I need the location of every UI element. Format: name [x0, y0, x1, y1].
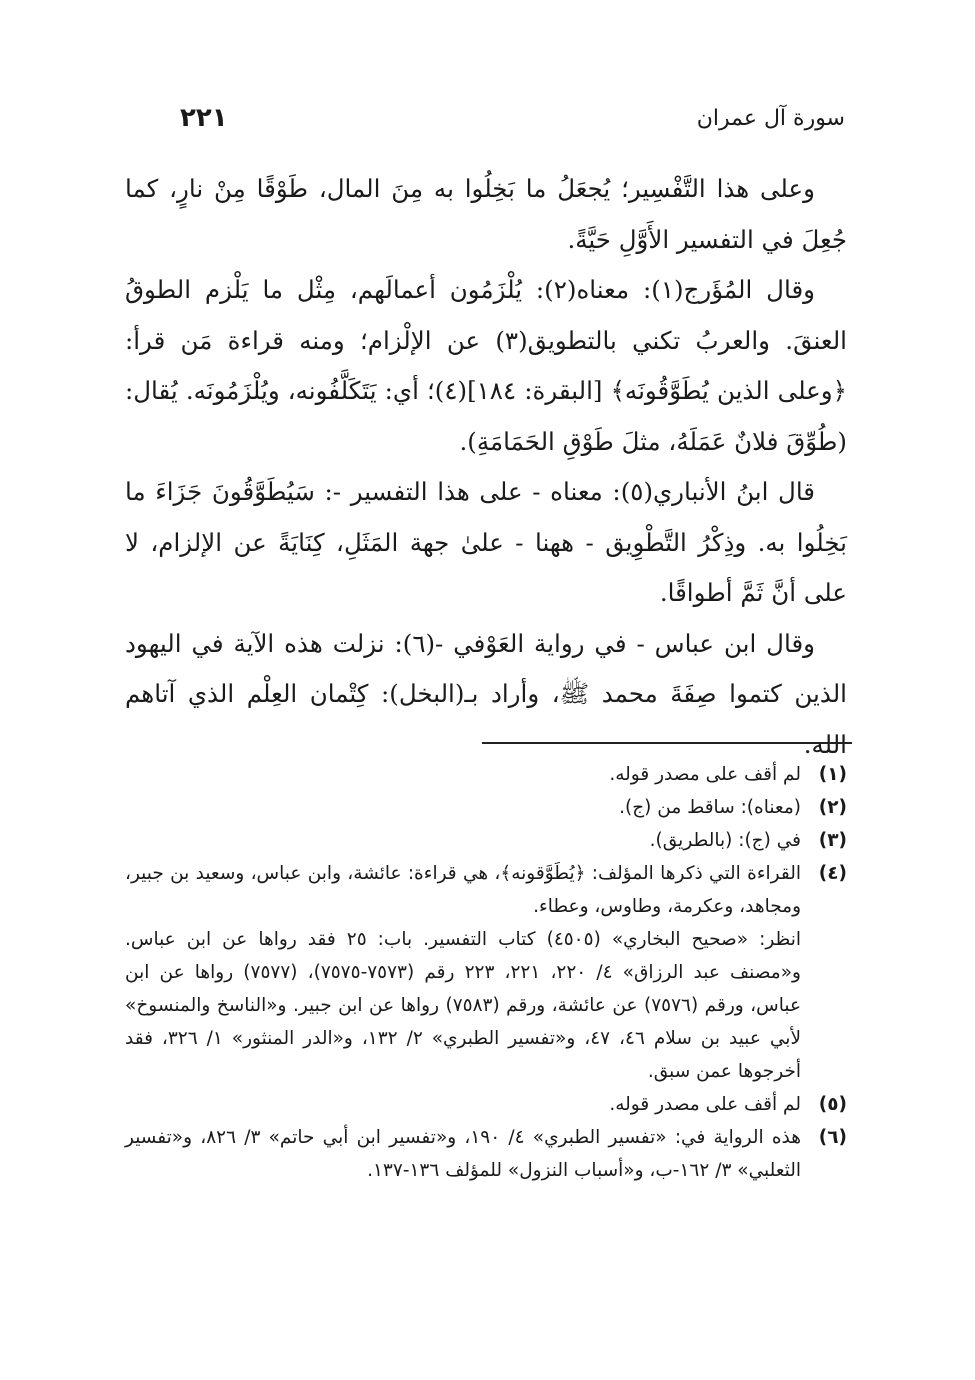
- paragraph: وقال المُؤَرج(١): معناه(٢): يُلْزَمُون أعمالَهم، مِثْل ما يَلْزم الطوقُ العنقَ. والعربُ تكني بالتطويق(٣) عن الإلْزام؛ ومنه قراءة مَن قرأ: ﴿وعلى الذين يُطَوَّقُونَه﴾ [البقرة: ١٨٤](٤)؛ أي: يَتَكَلَّفُونه، ويُلْزَمُونَه. يُقال: (طُوِّقَ فلانٌ عَمَلَهُ، مثلَ طَوْقِ الحَمَامَةِ).: [125, 275, 847, 456]
- footnote-number: (٢): [818, 797, 847, 818]
- paragraph: وعلى هذا التَّفْسِير؛ يُجعَلُ ما بَخِلُوا به مِنَ المال، طَوْقًا مِنْ نارٍ، كما جُعِلَ في التفسير الأَوَّلِ حَيَّةً.: [125, 174, 847, 254]
- footnote-number: (١): [818, 764, 847, 785]
- surah-title: سورة آل عمران: [696, 105, 845, 131]
- footnote-separator: [482, 742, 852, 744]
- footnote-text: (معناه): ساقط من (ج).: [619, 797, 801, 818]
- footnote: [125, 857, 847, 1088]
- paragraph: قال ابنُ الأنباري(٥): معناه - على هذا التفسير -: سَيُطَوَّقُونَ جَزَاءَ ما بَخِلُوا به. وذِكْرُ التَّطْوِيق - ههنا - علىٰ جهة المَثَلِ، كِنَايَةً عن الإلزام، لا على أنَّ ثَمَّ أطواقًا.: [125, 477, 847, 607]
- footnote: [125, 824, 847, 857]
- footnote: [125, 1121, 847, 1187]
- running-header: [180, 96, 845, 140]
- footnote: [125, 791, 847, 824]
- footnote: [125, 758, 847, 791]
- footnote-text: القراءة التي ذكرها المؤلف: ﴿يُطَوَّقونه﴾، هي قراءة: عائشة، وابن عباس، وسعيد بن جبير، ومجاهد، وعكرمة، وطاوس، وعطاء.: [125, 863, 801, 917]
- footnote-text: هذه الرواية في: «تفسير الطبري» ٤/ ١٩٠، و«تفسير ابن أبي حاتم» ٣/ ٨٢٦، و«تفسير الثعلبي» ٣/ ١٦٢-ب، و«أسباب النزول» للمؤلف ١٣٦-١٣٧.: [125, 1127, 801, 1181]
- footnote: [125, 1088, 847, 1121]
- footnote-text: لم أقف على مصدر قوله.: [609, 764, 801, 785]
- footnote-text: انظر: «صحيح البخاري» (٤٥٠٥) كتاب التفسير. باب: ٢٥ فقد رواها عن ابن عباس. و«مصنف عبد الرزاق» ٤/ ٢٢٠، ٢٢١، ٢٢٣ رقم (٧٥٧٣-٧٥٧٥)، (٧٥٧٧) رواها عن ابن عباس، ورقم (٧٥٧٦) عن عائشة، ورقم (٧٥٨٣) رواها عن ابن جبير. و«الناسخ والمنسوخ» لأبي عبيد بن سلام ٤٦، ٤٧، و«تفسير الطبري» ٢/ ١٣٢، و«الدر المنثور» ١/ ٣٢٦، فقد أخرجوها عمن سبق.: [125, 929, 801, 1082]
- footnote-number: (٣): [818, 830, 847, 851]
- footnotes: [125, 758, 847, 1187]
- footnote-text: في (ج): (بالطريق).: [649, 830, 801, 851]
- footnote-number: (٦): [818, 1127, 847, 1148]
- paragraph: وقال ابن عباس - في رواية العَوْفي -(٦): نزلت هذه الآية في اليهود الذين كتموا صِفَةَ محمد ﷺ، وأراد بـ(البخل): كِتْمان العِلْم الذي آتاهم الله.: [125, 628, 847, 759]
- footnote-number: (٤): [818, 863, 847, 884]
- main-text: [125, 164, 847, 770]
- footnote-text: لم أقف على مصدر قوله.: [609, 1094, 801, 1115]
- footnote-number: (٥): [818, 1094, 847, 1115]
- page-number: ٢٢١: [180, 103, 228, 133]
